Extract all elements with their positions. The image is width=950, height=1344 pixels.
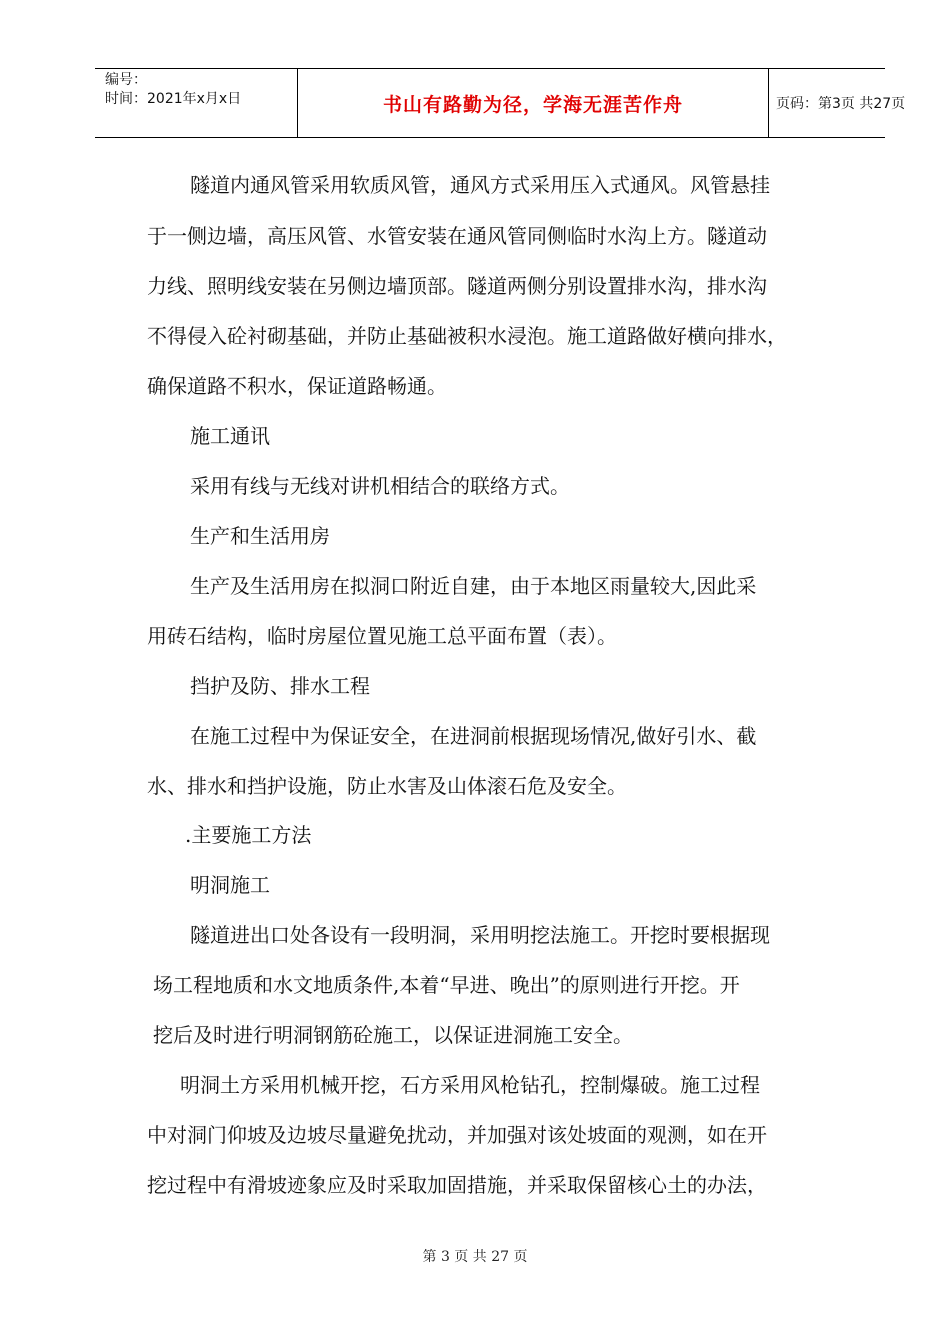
number-label: 编号： bbox=[105, 72, 147, 88]
header-motto-cell bbox=[297, 69, 769, 137]
page-footer: 第 3 页 共 27 页 bbox=[422, 1249, 528, 1265]
paragraph-line: 挖后及时进行明洞钢筋砼施工，以保证进洞施工安全。 bbox=[153, 1023, 633, 1047]
paragraph-line: 在施工过程中为保证安全，在进洞前根据现场情况,做好引水、截 bbox=[190, 724, 757, 748]
paragraph-line: 不得侵入砼衬砌基础，并防止基础被积水浸泡。施工道路做好横向排水， bbox=[147, 324, 787, 348]
header-page-cell bbox=[768, 69, 906, 137]
paragraph-line: 中对洞门仰坡及边坡尽量避免扰动，并加强对该处坡面的观测，如在开 bbox=[147, 1123, 767, 1147]
paragraph-line: 采用有线与无线对讲机相结合的联络方式。 bbox=[190, 474, 570, 498]
section-heading: 生产和生活用房 bbox=[190, 524, 330, 548]
motto-text: 书山有路勤为径，学海无涯苦作舟 bbox=[382, 93, 683, 116]
page-header bbox=[95, 68, 906, 138]
paragraph-line: 隧道内通风管采用软质风管，通风方式采用压入式通风。风管悬挂 bbox=[190, 173, 770, 197]
paragraph-line: 明洞土方采用机械开挖，石方采用风枪钻孔，控制爆破。施工过程 bbox=[180, 1073, 760, 1097]
paragraph-line: 隧道进出口处各设有一段明洞，采用明挖法施工。开挖时要根据现 bbox=[190, 923, 770, 947]
time-label: 时间：2021年x月x日 bbox=[105, 91, 242, 107]
page-info: 页码：第3页 共27页 bbox=[776, 96, 906, 112]
paragraph-line: 场工程地质和水文地质条件,本着“早进、晚出”的原则进行开挖。开 bbox=[153, 973, 740, 997]
paragraph-line: 挖过程中有滑坡迹象应及时采取加固措施，并采取保留核心土的办法， bbox=[147, 1173, 767, 1197]
paragraph-line: 确保道路不积水，保证道路畅通。 bbox=[147, 374, 447, 398]
paragraph-line: 用砖石结构，临时房屋位置见施工总平面布置（表）。 bbox=[147, 624, 617, 648]
section-heading: 挡护及防、排水工程 bbox=[190, 674, 370, 698]
section-heading: .主要施工方法 bbox=[185, 823, 312, 847]
section-heading: 施工通讯 bbox=[190, 424, 270, 448]
paragraph-line: 于一侧边墙，高压风管、水管安装在通风管同侧临时水沟上方。隧道动 bbox=[147, 224, 767, 248]
paragraph-line: 生产及生活用房在拟洞口附近自建，由于本地区雨量较大,因此采 bbox=[190, 574, 757, 598]
header-meta bbox=[95, 69, 297, 137]
paragraph-line: 水、排水和挡护设施，防止水害及山体滚石危及安全。 bbox=[147, 774, 627, 798]
paragraph-line: 力线、照明线安装在另侧边墙顶部。隧道两侧分别设置排水沟，排水沟 bbox=[147, 274, 767, 298]
section-heading: 明洞施工 bbox=[190, 873, 270, 897]
